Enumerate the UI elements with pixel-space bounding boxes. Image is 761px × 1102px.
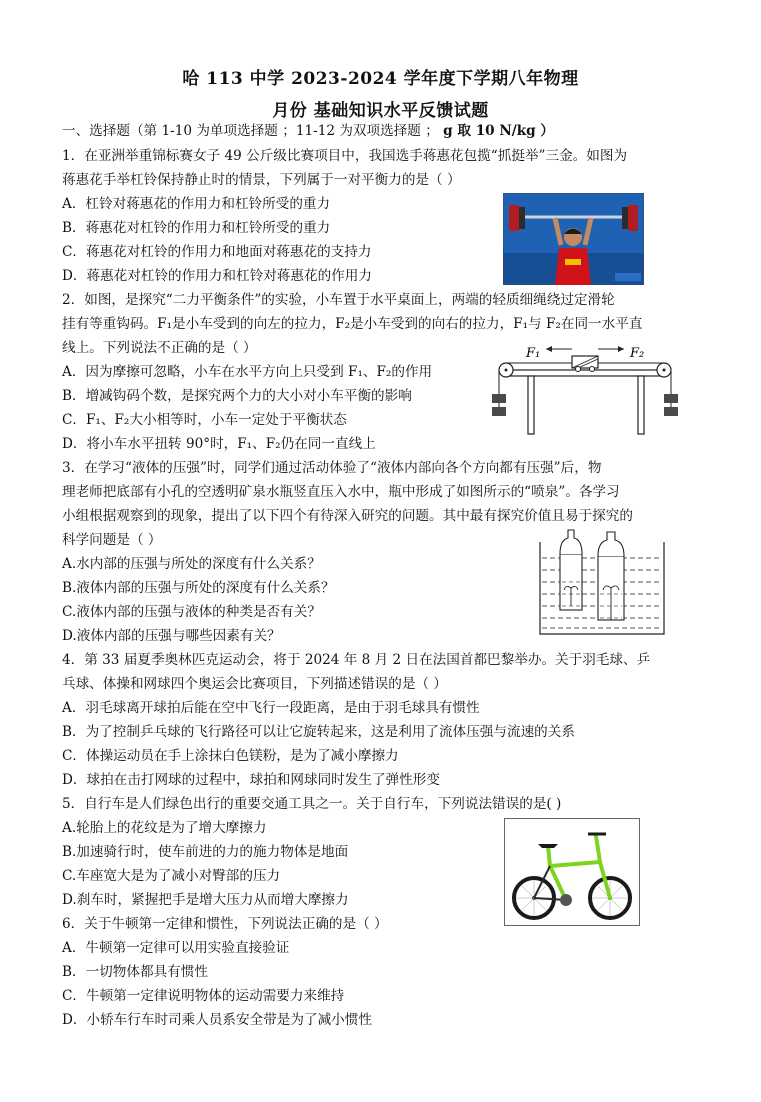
bicycle-photo [504,818,640,926]
q1-option-c: C．蒋惠花对杠铃的作用力和地面对蒋惠花的支持力 [62,244,372,260]
q5-option-d: D.刹车时，紧握把手是增大压力从而增大摩擦力 [62,892,349,908]
q3-stem-4: 科学问题是（ ） [62,532,162,548]
q4-option-d: D．球拍在击打网球的过程中，球拍和网球同时发生了弹性形变 [62,772,440,788]
q6-option-d: D．小轿车行车时司乘人员系安全带是为了减小惯性 [62,1012,372,1028]
exam-subtitle: 月份 基础知识水平反馈试题 [272,101,489,121]
q5-option-a: A.轮胎上的花纹是为了增大摩擦力 [62,820,267,836]
q1-option-a: A．杠铃对蒋惠花的作用力和杠铃所受的重力 [62,196,331,212]
q6-option-b: B．一切物体都具有惯性 [62,964,208,980]
weightlifter-photo [503,193,644,285]
q4-stem-2: 乓球、体操和网球四个奥运会比赛项目，下列描述错误的是（ ） [62,676,447,692]
exam-title: 哈 113 中学 2023-2024 学年度下学期八年物理 [182,69,579,89]
q4-option-c: C．体操运动员在手上涂抹白色镁粉，是为了减小摩擦力 [62,748,399,764]
q3-stem-1: 3．在学习“液体的压强”时，同学们通过活动体验了“液体内部向各个方向都有压强”后，物 [62,460,602,476]
q5-stem-1: 5．自行车是人们绿色出行的重要交通工具之一。关于自行车，下列说法错误的是( ) [62,796,562,812]
q3-stem-3: 小组根据观察到的现象，提出了以下四个有待深入研究的问题。其中最有探究价值且易于探究的 [62,508,633,524]
q3-option-a: A.水内部的压强与所处的深度有什么关系？ [62,556,321,572]
q3-option-c: C.液体内部的压强与液体的种类是否有关？ [62,604,321,620]
q3-option-d: D.液体内部的压强与哪些因素有关？ [62,628,281,644]
q5-option-c: C.车座宽大是为了减小对臀部的压力 [62,868,281,884]
q5-option-b: B.加速骑行时，使车前进的力的施力物体是地面 [62,844,349,860]
q2-stem-2: 挂有等重钩码。F₁是小车受到的向左的拉力，F₂是小车受到的向右的拉力，F₁与 F₂在同一水平直 [62,316,643,332]
section-heading [62,122,554,140]
q4-option-a: A．羽毛球离开球拍后能在空中飞行一段距离，是由于羽毛球具有惯性 [62,700,480,716]
force-label-f2: F₂ [630,346,645,361]
q2-option-b: B．增减钩码个数，是探究两个力的大小对小车平衡的影响 [62,388,412,404]
q4-option-b: B．为了控制乒乓球的飞行路径可以让它旋转起来，这是利用了流体压强与流速的关系 [62,724,575,740]
section-heading-main: 一、选择题（第 1-10 为单项选择题 ；11-12 为双项选择题 ； [62,123,439,139]
q1-option-d: D．蒋惠花对杠铃的作用力和杠铃对蒋惠花的作用力 [62,268,372,284]
q3-option-b: B.液体内部的压强与所处的深度有什么关系？ [62,580,335,596]
bottle-fountain-diagram [536,528,668,640]
q2-option-a: A．因为摩擦可忽略，小车在水平方向上只受到 F₁、F₂的作用 [62,364,433,380]
q2-stem-1: 2．如图，是探究“二力平衡条件”的实验，小车置于水平桌面上，两端的轻质细绳绕过定滑轮 [62,292,615,308]
q1-stem-2: 蒋惠花手举杠铃保持静止时的情景，下列属于一对平衡力的是（ ） [62,172,461,188]
force-label-f1: F₁ [526,346,541,361]
q1-stem-1: 1．在亚洲举重锦标赛女子 49 公斤级比赛项目中，我国选手蒋惠花包揽“抓挺举”三金。如图为 [62,148,628,164]
q2-option-d: D．将小车水平扭转 90°时，F₁、F₂仍在同一直线上 [62,436,376,452]
q6-option-c: C．牛顿第一定律说明物体的运动需要力来维持 [62,988,345,1004]
q6-option-a: A．牛顿第一定律可以用实验直接验证 [62,940,290,956]
q2-option-c: C．F₁、F₂大小相等时，小车一定处于平衡状态 [62,412,347,428]
section-heading-g: g 取 10 N/kg ） [443,123,554,139]
q2-stem-3: 线上。下列说法不正确的是（ ） [62,340,257,356]
q3-stem-2: 理老师把底部有小孔的空透明矿泉水瓶竖直压入水中，瓶中形成了如图所示的“喷泉”。各学习 [62,484,620,500]
balance-experiment-diagram [488,344,678,444]
q6-stem-1: 6．关于牛顿第一定律和惯性，下列说法正确的是（ ） [62,916,388,932]
q4-stem-1: 4．第 33 届夏季奥林匹克运动会，将于 2024 年 8 月 2 日在法国首都巴黎举办。关于羽毛球、乒 [62,652,651,668]
q1-option-b: B．蒋惠花对杠铃的作用力和杠铃所受的重力 [62,220,331,236]
